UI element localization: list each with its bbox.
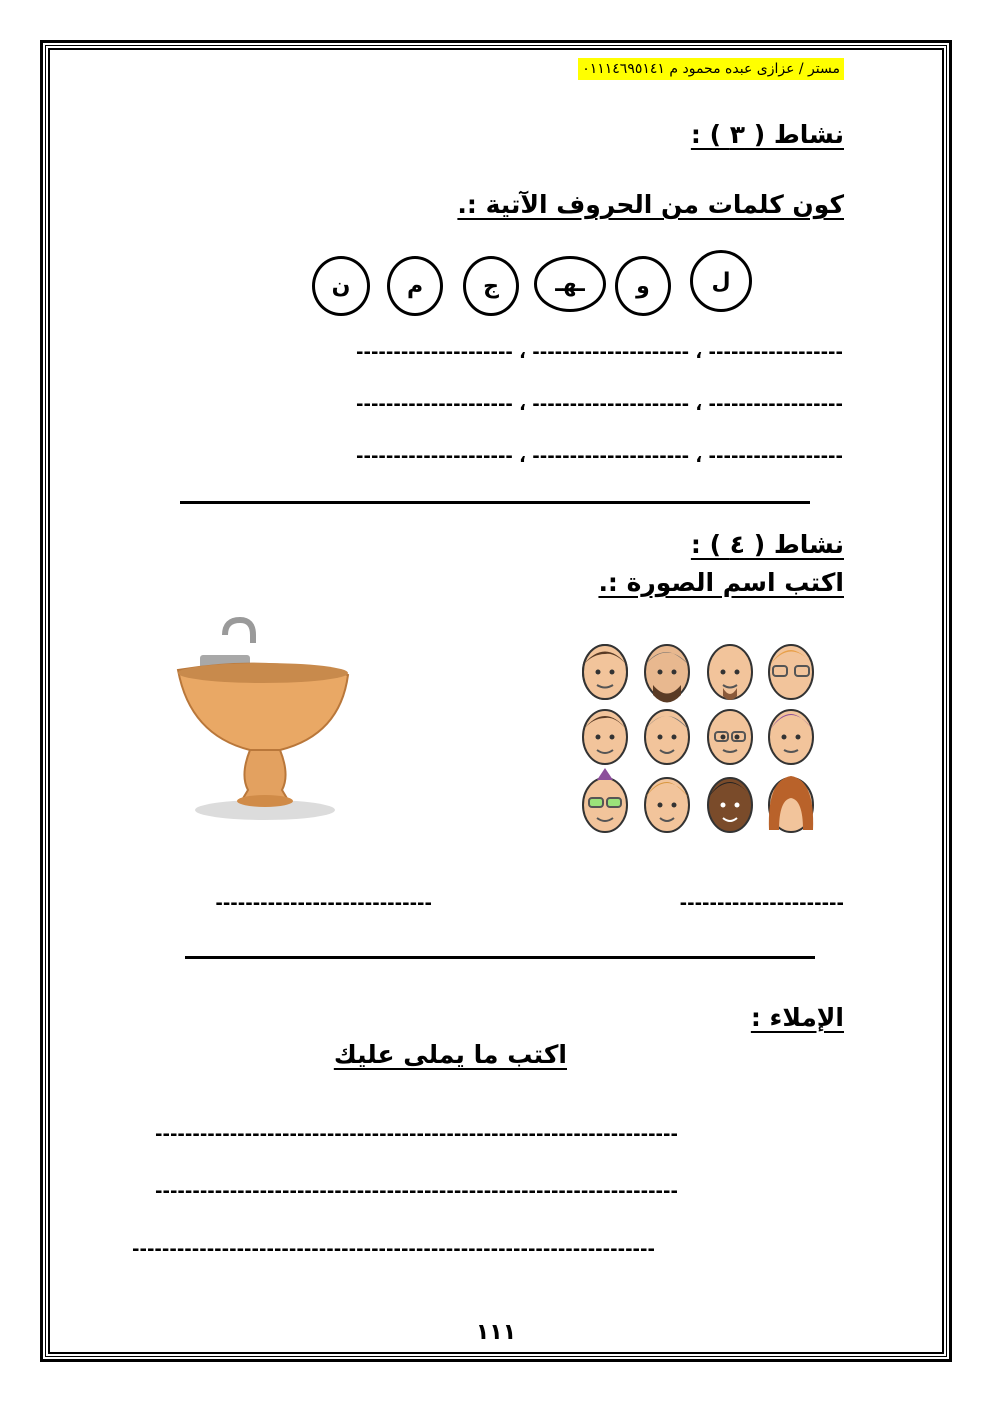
dictation-title: الإملاء :: [750, 1003, 844, 1032]
sink-icon: [170, 615, 360, 830]
letter-circle: ن: [312, 256, 370, 316]
answer-line[interactable]: ------------------ ، --------------------- ، ---------------------: [356, 447, 843, 467]
answer-line-right[interactable]: ----------------------: [679, 894, 844, 914]
letter-circle: ل: [690, 250, 752, 312]
activity4-title: نشاط ( ٤ ) :: [690, 530, 844, 559]
answer-line[interactable]: ------------------ ، --------------------- ، ---------------------: [356, 343, 843, 363]
letter-circle: ج: [463, 256, 519, 316]
letter-circle: ـهـ: [534, 256, 606, 312]
faces-icon: [575, 640, 820, 840]
answer-line[interactable]: ------------------ ، --------------------- ، ---------------------: [356, 395, 843, 415]
page-number: ١١١: [475, 1320, 517, 1345]
letter-circles: [310, 248, 755, 320]
section-divider: [185, 956, 815, 959]
section-divider: [180, 501, 810, 504]
letter-circle: م: [387, 256, 443, 316]
activity3-title: نشاط ( ٣ ) :: [690, 120, 844, 149]
teacher-header: مستر / عزازى عبده محمود م ٠١١١٤٦٩٥١٤١: [578, 58, 844, 80]
activity4-instruction: اكتب اسم الصورة :.: [598, 568, 844, 597]
dictation-instruction: اكتب ما يملى عليك: [333, 1040, 567, 1069]
dictation-line[interactable]: ----------------------------------------------------------------------: [155, 1125, 678, 1145]
dictation-line[interactable]: ----------------------------------------------------------------------: [132, 1240, 655, 1260]
answer-line-left[interactable]: -----------------------------: [215, 894, 432, 914]
dictation-line[interactable]: ----------------------------------------------------------------------: [155, 1182, 678, 1202]
activity3-instruction: كون كلمات من الحروف الآتية :.: [457, 190, 844, 219]
letter-circle: و: [615, 256, 671, 316]
